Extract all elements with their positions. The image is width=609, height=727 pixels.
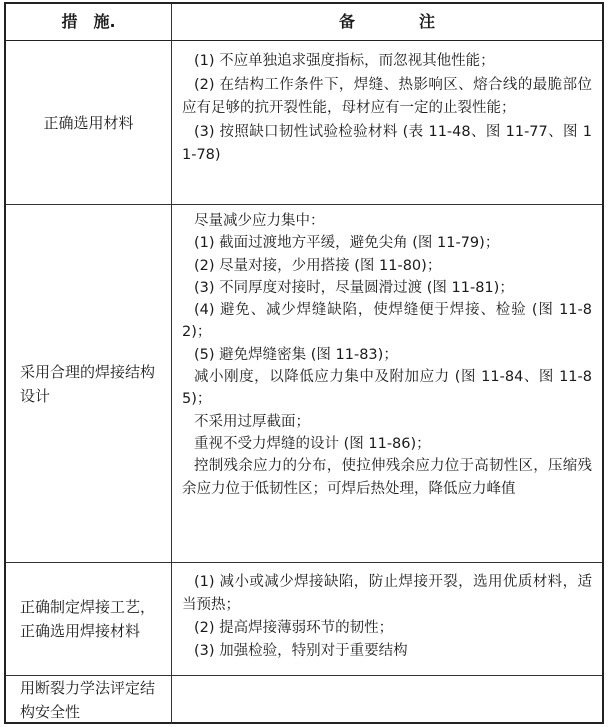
header-measure: 措 施. (6, 4, 172, 41)
row-2-notes (172, 205, 602, 563)
measures-table (4, 2, 604, 724)
row-4-notes (172, 676, 602, 724)
row-3-notes (172, 563, 602, 676)
row-2-note-2: (1) 截面过渡地方平缓，避免尖角 (图 11-79)； (194, 235, 500, 252)
row-3-note-3: (3) 加强检验，特别对于重要结构 (194, 643, 408, 659)
row-3-note-2: (2) 提高焊接薄弱环节的韧性； (194, 620, 394, 636)
row-1-note-3: (3) 按照缺口韧性试验检验材料 (表 11-48、图 11-77、图 11-78) (182, 123, 592, 163)
row-4-measure-text: 用断裂力学法评定结构安全性 (20, 679, 156, 721)
row-2-note-8: 不采用过厚截面； (194, 413, 310, 430)
row-2-note-3: (2) 尽量对接，少用搭接 (图 11-80)； (194, 257, 442, 274)
row-4-measure (6, 676, 172, 724)
row-2-note-4: (3) 不同厚度对接时，尽量圆滑过渡 (图 11-81)； (194, 279, 514, 296)
row-1-note-1: (1) 不应单独追求强度指标，而忽视其他性能； (194, 53, 495, 69)
row-2-note-9: 重视不受力焊缝的设计 (图 11-86)； (194, 435, 431, 452)
row-1-note-2: (2) 在结构工作条件下，焊缝、热影响区、熔合线的最脆部位应有足够的抗开裂性能，母材应有一定的止裂性能； (182, 76, 592, 116)
row-3-note-1: (1) 减小或减少焊接缺陷，防止焊接开裂，选用优质材料，适当预热； (182, 574, 592, 613)
row-3-measure-text: 正确制定焊接工艺，正确选用焊接材料 (20, 598, 156, 640)
row-2-measure-text: 采用合理的焊接结构设计 (20, 362, 156, 405)
row-2-note-10: 控制残余应力的分布，使拉伸残余应力位于高韧性区，压缩残余应力位于低韧性区；可焊后热处理，降低应力峰值 (182, 458, 592, 497)
row-1-measure-text: 正确选用材料 (43, 113, 134, 132)
row-2-note-1: 尽量减少应力集中： (194, 213, 325, 229)
row-1-notes (172, 41, 602, 205)
row-2-measure (6, 205, 172, 563)
row-1-measure (6, 41, 172, 205)
row-2-note-7: 减小刚度，以降低应力集中及附加应力 (图 11-84、图 11-85)； (182, 369, 592, 408)
row-3-measure (6, 563, 172, 676)
row-2-note-5: (4) 避免、减少焊缝缺陷，使焊缝便于焊接、检验 (图 11-82)； (182, 302, 592, 341)
header-notes: 备 注 (172, 4, 602, 41)
row-2-note-6: (5) 避免焊缝密集 (图 11-83)； (194, 346, 398, 363)
